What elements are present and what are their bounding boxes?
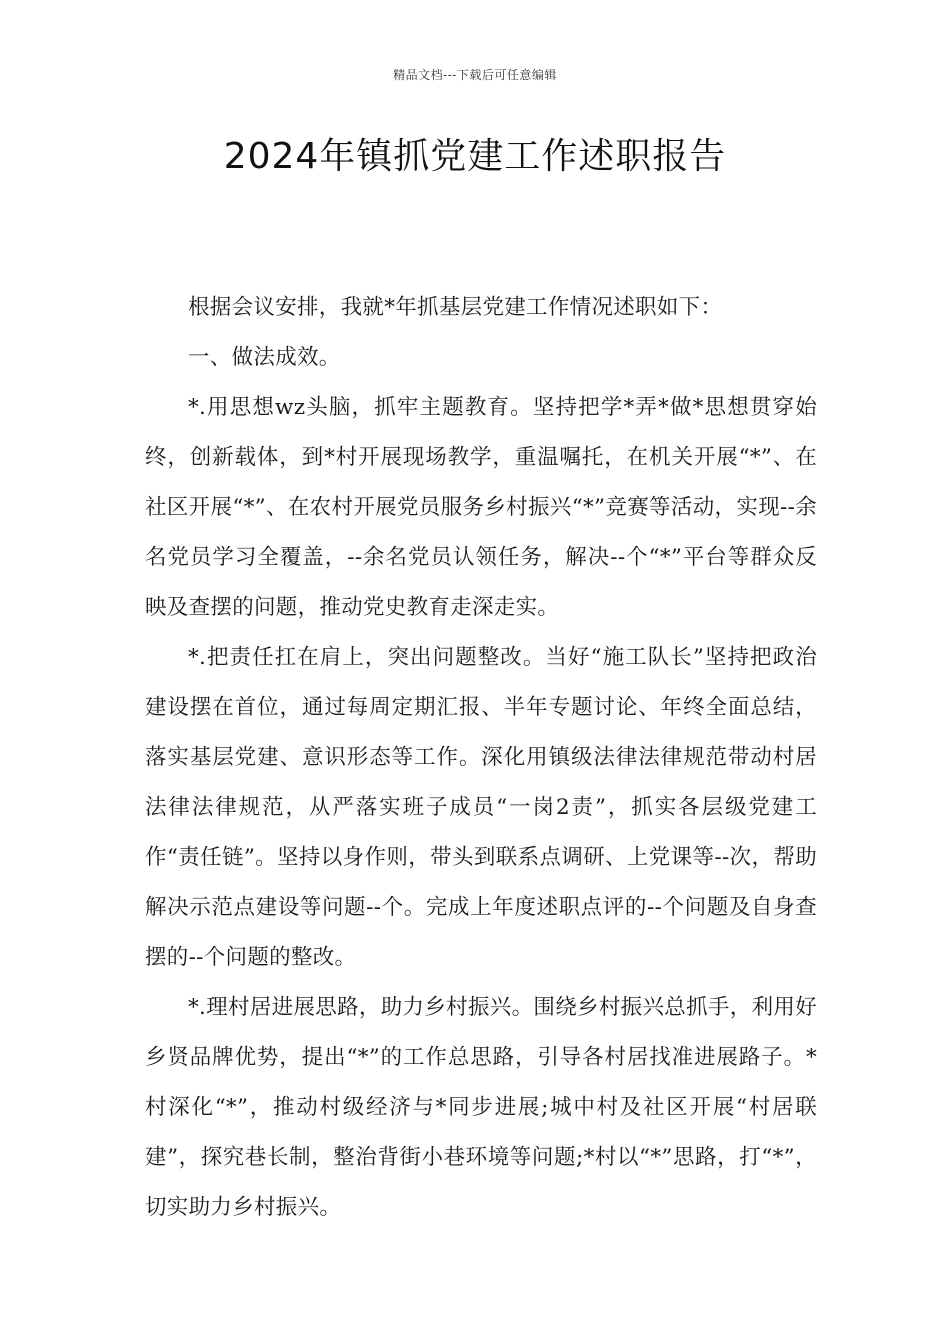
paragraph-intro: 根据会议安排，我就*年抓基层党建工作情况述职如下： xyxy=(188,295,723,320)
document-body xyxy=(145,283,817,1233)
paragraph-item-1: *.用思想wz头脑，抓牢主题教育。坚持把学*弄*做*思想贯穿始终，创新载体，到*村开展现场教学，重温嘱托，在机关开展“*”、在社区开展“*”、在农村开展党员服务乡村振兴“*”竞赛等活动，实现--余名党员学习全覆盖，--余名党员认领任务，解决--个“*”平台等群众反映及查摆的问题，推动党史教育走深走实。 xyxy=(145,395,817,620)
header-note: 精品文档---下载后可任意编辑 xyxy=(393,68,557,82)
section-heading: 一、做法成效。 xyxy=(188,345,341,370)
document-title: 2024年镇抓党建工作述职报告 xyxy=(223,136,727,177)
paragraph-item-2: *.把责任扛在肩上，突出问题整改。当好“施工队长”坚持把政治建设摆在首位，通过每周定期汇报、半年专题讨论、年终全面总结，落实基层党建、意识形态等工作。深化用镇级法律法律规范带动村居法律法律规范，从严落实班子成员“一岗2责”，抓实各层级党建工作“责任链”。坚持以身作则，带头到联系点调研、上党课等--次，帮助解决示范点建设等问题--个。完成上年度述职点评的--个问题及自身查摆的--个问题的整改。 xyxy=(145,645,817,970)
paragraph-item-3: *.理村居进展思路，助力乡村振兴。围绕乡村振兴总抓手，利用好乡贤品牌优势，提出“*”的工作总思路，引导各村居找准进展路子。*村深化“*”，推动村级经济与*同步进展;城中村及社区开展“村居联建”，探究巷长制，整治背街小巷环境等问题;*村以“*”思路，打“*”，切实助力乡村振兴。 xyxy=(145,995,817,1220)
